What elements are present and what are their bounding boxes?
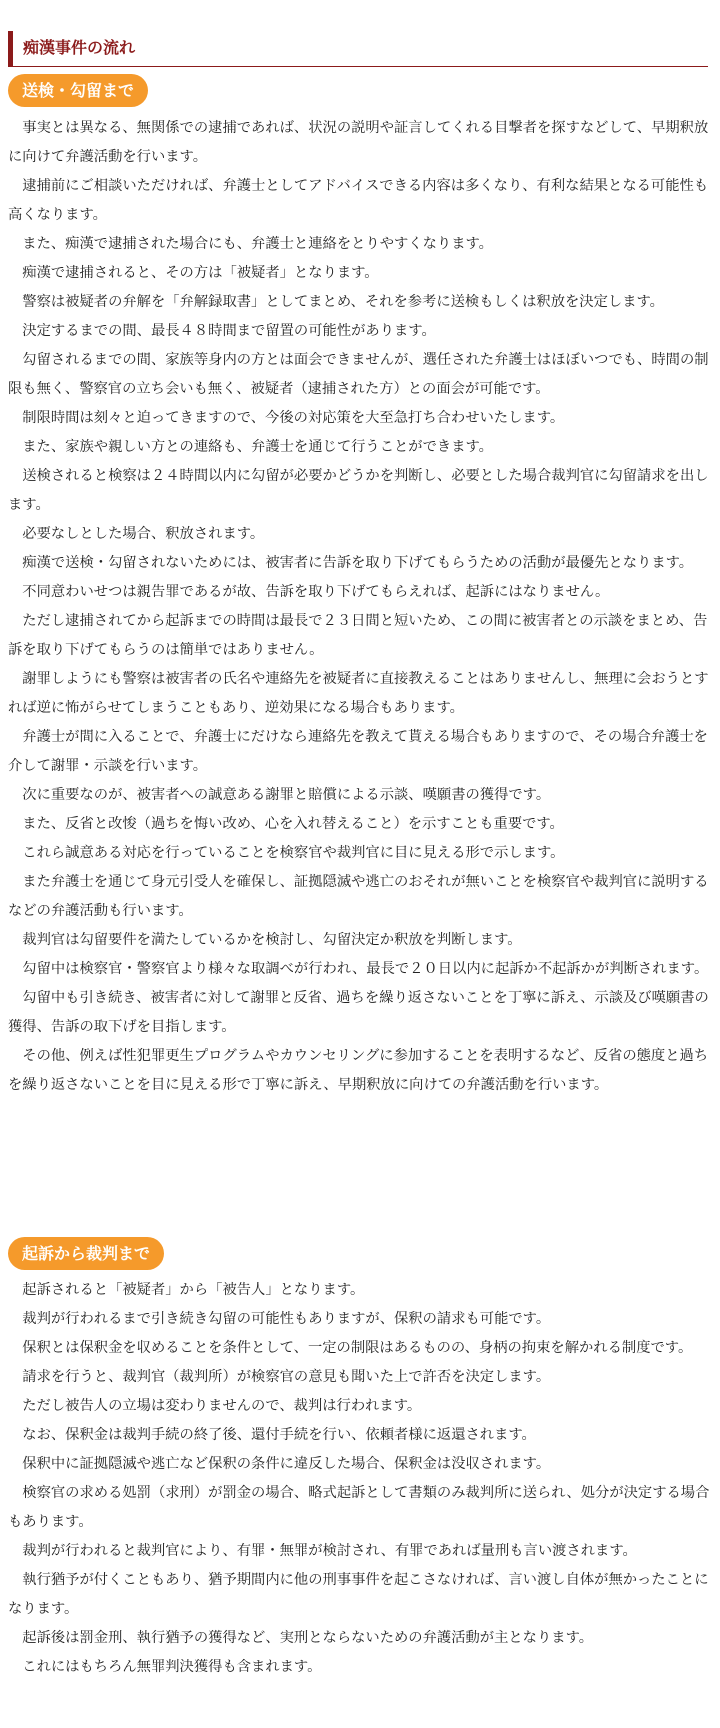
paragraph: 制限時間は刻々と迫ってきますので、今後の対応策を大至急打ち合わせいたします。 (22, 410, 565, 426)
paragraph: 執行猶予が付くこともあり、猶予期間内に他の刑事事件を起こさなければ、言い渡し自体が無かったことになります。 (8, 1572, 709, 1617)
paragraph: 勾留中も引き続き、被害者に対して謝罪と反省、過ちを繰り返さないことを丁寧に訴え、示談及び嘆願書の獲得、告訴の取下げを目指します。 (8, 990, 709, 1035)
paragraph: ただし逮捕されてから起訴までの時間は最長で２３日間と短いため、この間に被害者との示談をまとめ、告訴を取り下げてもらうのは簡単ではありません。 (8, 613, 708, 658)
paragraph: 請求を行うと、裁判官（裁判所）が検察官の意見も聞いた上で許否を決定します。 (22, 1369, 551, 1385)
section-heading-pill: 送検・勾留まで (8, 74, 148, 107)
paragraph: これら誠意ある対応を行っていることを検察官や裁判官に目に見える形で示します。 (22, 845, 565, 861)
paragraph: なお、保釈金は裁判手続の終了後、還付手続を行い、依頼者様に返還されます。 (22, 1427, 536, 1443)
section-body (8, 114, 716, 1100)
paragraph: 痴漢で逮捕されると、その方は「被疑者」となります。 (22, 265, 379, 281)
paragraph: また、家族や親しい方との連絡も、弁護士を通じて行うことができます。 (22, 439, 493, 455)
paragraph: 裁判官は勾留要件を満たしているかを検討し、勾留決定か釈放を判断します。 (22, 932, 522, 948)
page-title: 痴漢事件の流れ (8, 31, 708, 67)
paragraph: 起訴されると「被疑者」から「被告人」となります。 (22, 1282, 365, 1298)
paragraph: 検察官の求める処罰（求刑）が罰金の場合、略式起訴として書類のみ裁判所に送られ、処分が決定する場合もあります。 (8, 1485, 710, 1530)
paragraph: その他、例えば性犯罪更生プログラムやカウンセリングに参加することを表明するなど、反省の態度と過ちを繰り返さないことを目に見える形で丁寧に訴え、早期釈放に向けての弁護活動を行います。 (8, 1048, 709, 1093)
paragraph: 警察は被疑者の弁解を「弁解録取書」としてまとめ、それを参考に送検もしくは釈放を決定します。 (22, 294, 664, 310)
section-body (8, 1276, 716, 1682)
paragraph: 送検されると検察は２４時間以内に勾留が必要かどうかを判断し、必要とした場合裁判官に勾留請求を出します。 (8, 468, 709, 513)
paragraph: 起訴後は罰金刑、執行猶予の獲得など、実刑とならないための弁護活動が主となります。 (22, 1630, 594, 1646)
paragraph: ただし被告人の立場は変わりませんので、裁判は行われます。 (22, 1398, 422, 1414)
paragraph: また、反省と改悛（過ちを悔い改め、心を入れ替えること）を示すことも重要です。 (22, 816, 564, 832)
paragraph: 保釈とは保釈金を収めることを条件として、一定の制限はあるものの、身柄の拘束を解かれる制度です。 (22, 1340, 693, 1356)
paragraph: 裁判が行われると裁判官により、有罪・無罪が検討され、有罪であれば量刑も言い渡されます。 (22, 1543, 637, 1559)
paragraph: 決定するまでの間、最長４８時間まで留置の可能性があります。 (22, 323, 436, 339)
paragraph: 勾留中は検察官・警察官より様々な取調べが行われ、最長で２０日以内に起訴か不起訴かが判断されます。 (22, 961, 709, 977)
paragraph: 弁護士が間に入ることで、弁護士にだけなら連絡先を教えて貰える場合もありますので、その場合弁護士を介して謝罪・示談を行います。 (8, 729, 708, 774)
paragraph: 謝罪しようにも警察は被害者の氏名や連絡先を被疑者に直接教えることはありませんし、無理に会おうとすれば逆に怖がらせてしまうこともあり、逆効果になる場合もあります。 (8, 671, 709, 716)
paragraph: 痴漢で送検・勾留されないためには、被害者に告訴を取り下げてもらうための活動が最優先となります。 (22, 555, 694, 571)
paragraph: 逮捕前にご相談いただければ、弁護士としてアドバイスできる内容は多くなり、有利な結果となる可能性も高くなります。 (8, 178, 709, 223)
paragraph: 勾留されるまでの間、家族等身内の方とは面会できませんが、選任された弁護士はほぼいつでも、時間の制限も無く、警察官の立ち会いも無く、被疑者（逮捕された方）との面会が可能です。 (8, 352, 709, 397)
paragraph: 必要なしとした場合、釈放されます。 (22, 526, 265, 542)
paragraph: また弁護士を通じて身元引受人を確保し、証拠隠滅や逃亡のおそれが無いことを検察官や裁判官に説明するなどの弁護活動も行います。 (8, 874, 709, 919)
paragraph: 事実とは異なる、無関係での逮捕であれば、状況の説明や証言してくれる目撃者を探すなどして、早期釈放に向けて弁護活動を行います。 (8, 120, 709, 165)
paragraph: 保釈中に証拠隠滅や逃亡など保釈の条件に違反した場合、保釈金は没収されます。 (22, 1456, 551, 1472)
paragraph: 不同意わいせつは親告罪であるが故、告訴を取り下げてもらえれば、起訴にはなりません。 (22, 584, 610, 600)
section-heading-pill: 起訴から裁判まで (8, 1237, 164, 1270)
paragraph: 裁判が行われるまで引き続き勾留の可能性もありますが、保釈の請求も可能です。 (22, 1311, 551, 1327)
paragraph: これにはもちろん無罪判決獲得も含まれます。 (22, 1659, 322, 1675)
paragraph: また、痴漢で逮捕された場合にも、弁護士と連絡をとりやすくなります。 (22, 236, 493, 252)
paragraph: 次に重要なのが、被害者への誠意ある謝罪と賠償による示談、嘆願書の獲得です。 (22, 787, 551, 803)
